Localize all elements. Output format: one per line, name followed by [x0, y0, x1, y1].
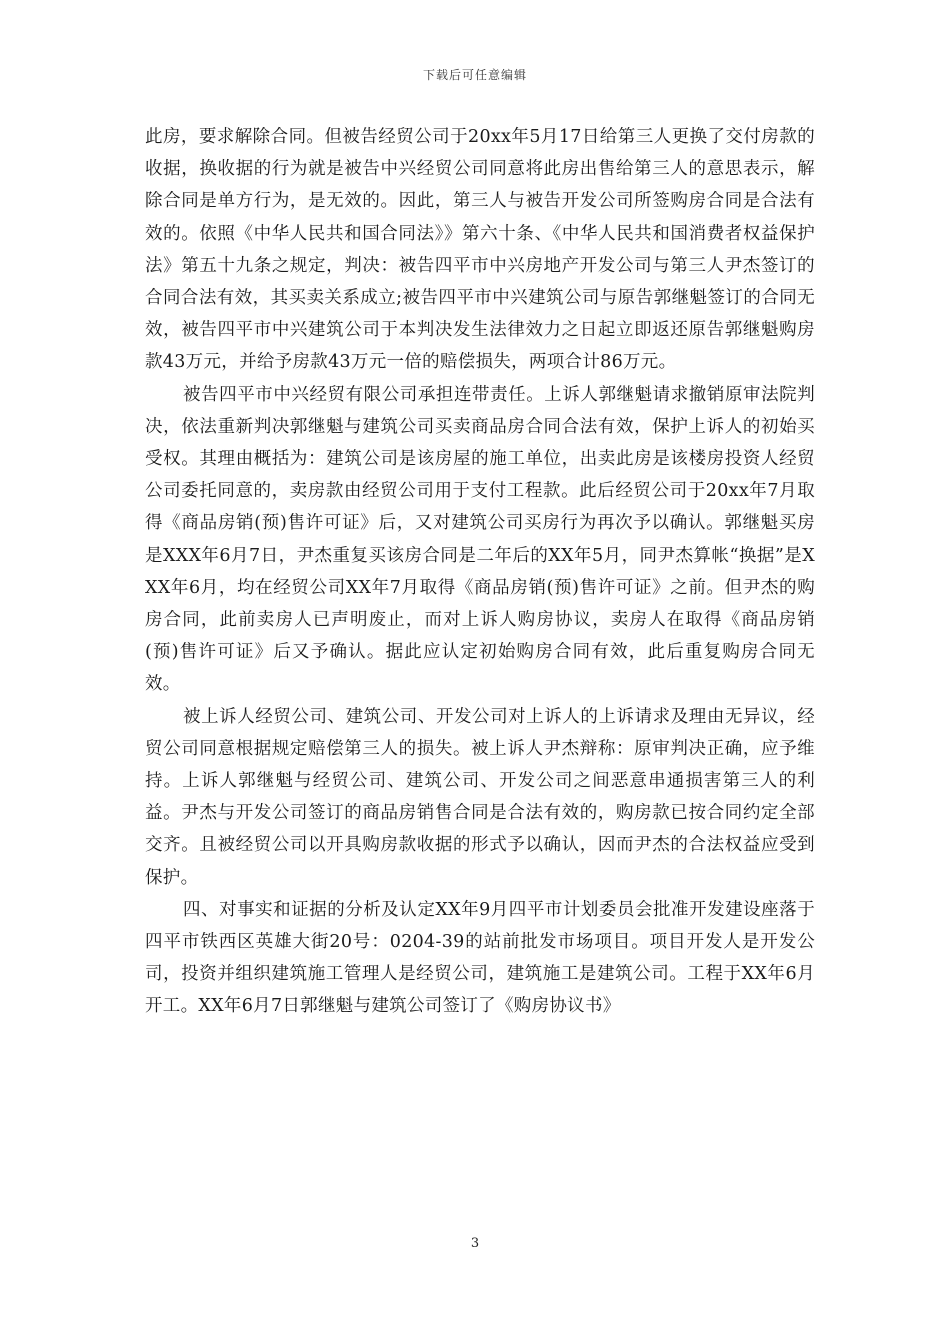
paragraph-3: 被上诉人经贸公司、建筑公司、开发公司对上诉人的上诉请求及理由无异议，经贸公司同意根据规定赔偿第三人的损失。被上诉人尹杰辩称：原审判决正确，应予维持。上诉人郭继魁与经贸公司、建筑公司、开发公司之间恶意串通损害第三人的利益。尹杰与开发公司签订的商品房销售合同是合法有效的，购房款已按合同约定全部交齐。且被经贸公司以开具购房款收据的形式予以确认，因而尹杰的合法权益应受到保护。 [145, 706, 815, 888]
paragraph-2: 被告四平市中兴经贸有限公司承担连带责任。上诉人郭继魁请求撤销原审法院判决，依法重新判决郭继魁与建筑公司买卖商品房合同合法有效，保护上诉人的初始买受权。其理由概括为：建筑公司是该房屋的施工单位，出卖此房是该楼房投资人经贸公司委托同意的，卖房款由经贸公司用于支付工程款。此后经贸公司于20xx年7月取得《商品房销(预)售许可证》后，又对建筑公司买房行为再次予以确认。郭继魁买房是XXX年6月7日，尹杰重复买该房合同是二年后的XX年5月，同尹杰算帐“换据”是XXX年6月，均在经贸公司XX年7月取得《商品房销(预)售许可证》之前。但尹杰的购房合同，此前卖房人已声明废止，而对上诉人购房协议，卖房人在取得《商品房销(预)售许可证》后又予确认。据此应认定初始购房合同有效，此后重复购房合同无效。 [145, 384, 815, 695]
document-body [145, 121, 815, 1023]
page-number: 3 [470, 1236, 480, 1251]
paragraph-1: 此房，要求解除合同。但被告经贸公司于20xx年5月17日给第三人更换了交付房款的收据，换收据的行为就是被告中兴经贸公司同意将此房出售给第三人的意思表示，解除合同是单方行为，是无效的。因此，第三人与被告开发公司所签购房合同是合法有效的。依照《中华人民共和国合同法》》第六十条、《中华人民共和国消费者权益保护法》第五十九条之规定，判决：被告四平市中兴房地产开发公司与第三人尹杰签订的合同合法有效，其买卖关系成立;被告四平市中兴建筑公司与原告郭继魁签订的合同无效，被告四平市中兴建筑公司于本判决发生法律效力之日起立即返还原告郭继魁购房款43万元，并给予房款43万元一倍的赔偿损失，两项合计86万元。 [145, 127, 815, 373]
paragraph-4: 四、对事实和证据的分析及认定XX年9月四平市计划委员会批准开发建设座落于四平市铁西区英雄大街20号：0204-39的站前批发市场项目。项目开发人是开发公司，投资并组织建筑施工管理人是经贸公司，建筑施工是建筑公司。工程于XX年6月开工。XX年6月7日郭继魁与建筑公司签订了《购房协议书》 [145, 899, 815, 1017]
page-header: 下载后可任意编辑 [422, 68, 527, 82]
